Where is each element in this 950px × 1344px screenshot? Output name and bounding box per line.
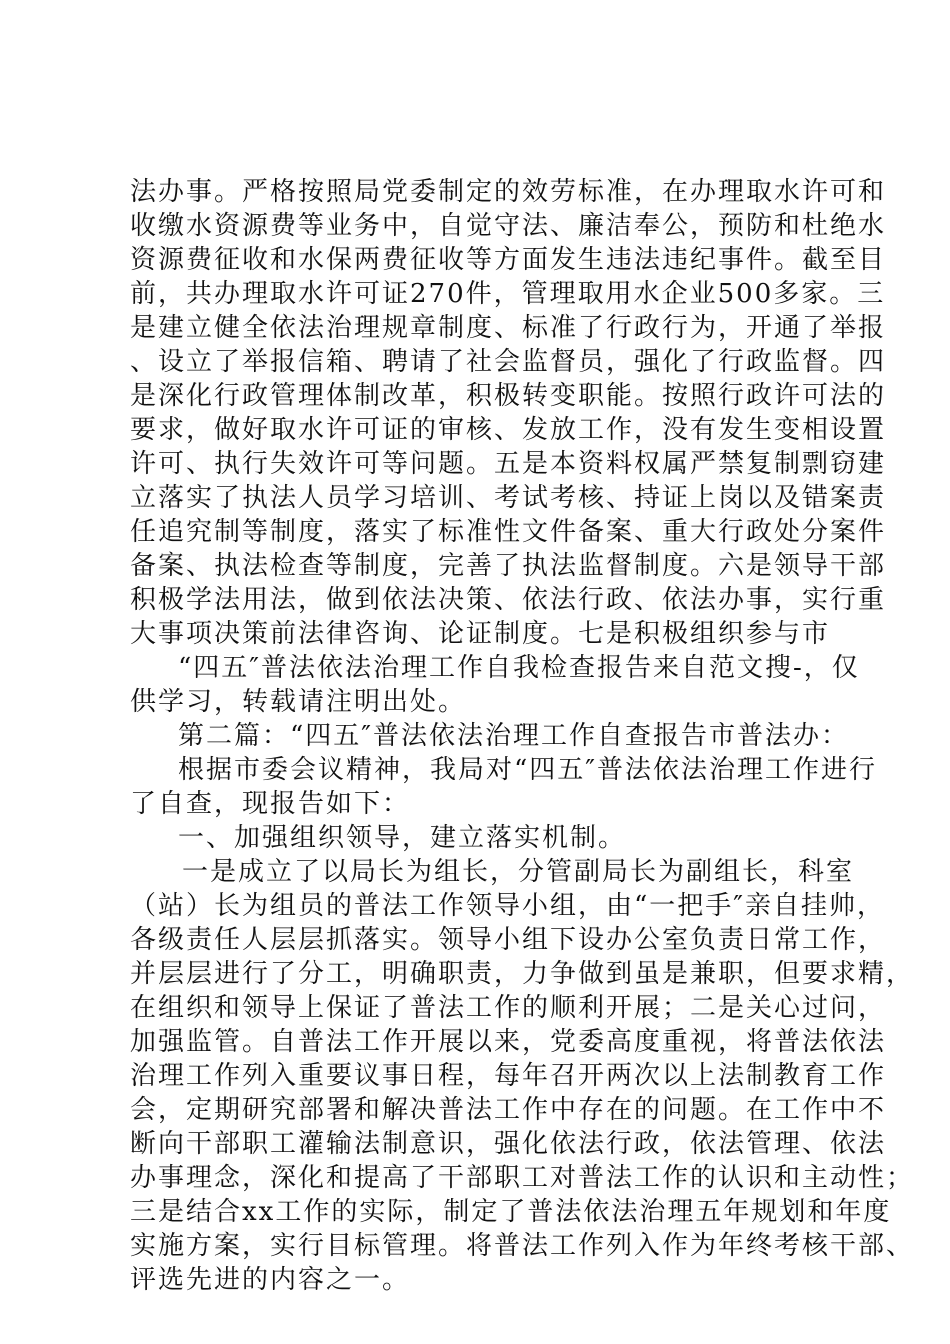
text-line: 收缴水资源费等业务中，自觉守法、廉洁奉公，预防和杜绝水 (130, 211, 887, 241)
subsection-heading: 一、加强组织领导，建立落实机制。 (178, 823, 627, 853)
text-line: 加强监管。自普法工作开展以来，党委高度重视，将普法依法 (130, 1027, 887, 1057)
text-line: 资源费征收和水保两费征收等方面发生违法违纪事件。截至目 (130, 245, 887, 275)
text-line: 供学习，转载请注明出处。 (130, 687, 467, 717)
text-line: 前，共办理取水许可证270件，管理取用水企业500多家。三 (130, 279, 886, 309)
text-line: 会，定期研究部署和解决普法工作中存在的问题。在工作中不 (130, 1095, 887, 1125)
text-line: 任追究制等制度，落实了标准性文件备案、重大行政处分案件 (130, 517, 887, 547)
text-line: （站）长为组员的普法工作领导小组，由“一把手″亲自挂帅， (130, 891, 886, 921)
text-line: 法办事。严格按照局党委制定的效劳标准，在办理取水许可和 (130, 177, 887, 207)
text-line: 各级责任人层层抓落实。领导小组下设办公室负责日常工作， (130, 925, 887, 955)
text-line: 要求，做好取水许可证的审核、发放工作，没有发生变相设置 (130, 415, 887, 445)
text-line: 、设立了举报信箱、聘请了社会监督员，强化了行政监督。四 (130, 347, 887, 377)
text-line: 在组织和领导上保证了普法工作的顺利开展；二是关心过问， (130, 993, 887, 1023)
text-line: 大事项决策前法律咨询、论证制度。七是积极组织参与市 (130, 619, 831, 649)
text-line: 了自查，现报告如下： (130, 789, 411, 819)
text-line: 治理工作列入重要议事日程，每年召开两次以上法制教育工作 (130, 1061, 887, 1091)
text-line: 立落实了执法人员学习培训、考试考核、持证上岗以及错案责 (130, 483, 887, 513)
text-line: 断向干部职工灌输法制意识，强化依法行政，依法管理、依法 (130, 1129, 887, 1159)
document-body (130, 175, 915, 1297)
text-line: 实施方案，实行目标管理。将普法工作列入作为年终考核干部、 (130, 1231, 915, 1261)
text-line: 一是成立了以局长为组长，分管副局长为副组长，科室 (182, 857, 855, 887)
text-line: 是深化行政管理体制改革，积极转变职能。按照行政许可法的 (130, 381, 887, 411)
text-line: 是建立健全依法治理规章制度、标准了行政行为，开通了举报 (130, 313, 887, 343)
section-heading: 第二篇：“四五″普法依法治理工作自查报告市普法办： (178, 721, 850, 751)
text-line: 许可、执行失效许可等问题。五是本资料权属严禁复制剽窃建 (130, 449, 887, 479)
text-line: 评选先进的内容之一。 (130, 1265, 411, 1295)
text-line: 积极学法用法，做到依法决策、依法行政、依法办事，实行重 (130, 585, 887, 615)
text-line: 三是结合xx工作的实际，制定了普法依法治理五年规划和年度 (130, 1197, 892, 1227)
text-line: 根据市委会议精神，我局对“四五″普法依法治理工作进行 (178, 755, 878, 785)
text-line: 办事理念，深化和提高了干部职工对普法工作的认识和主动性； (130, 1163, 915, 1193)
text-line: “四五″普法依法治理工作自我检查报告来自范文搜-，仅 (178, 653, 860, 683)
text-line: 备案、执法检查等制度，完善了执法监督制度。六是领导干部 (130, 551, 887, 581)
text-line: 并层层进行了分工，明确职责，力争做到虽是兼职，但要求精， (130, 959, 915, 989)
